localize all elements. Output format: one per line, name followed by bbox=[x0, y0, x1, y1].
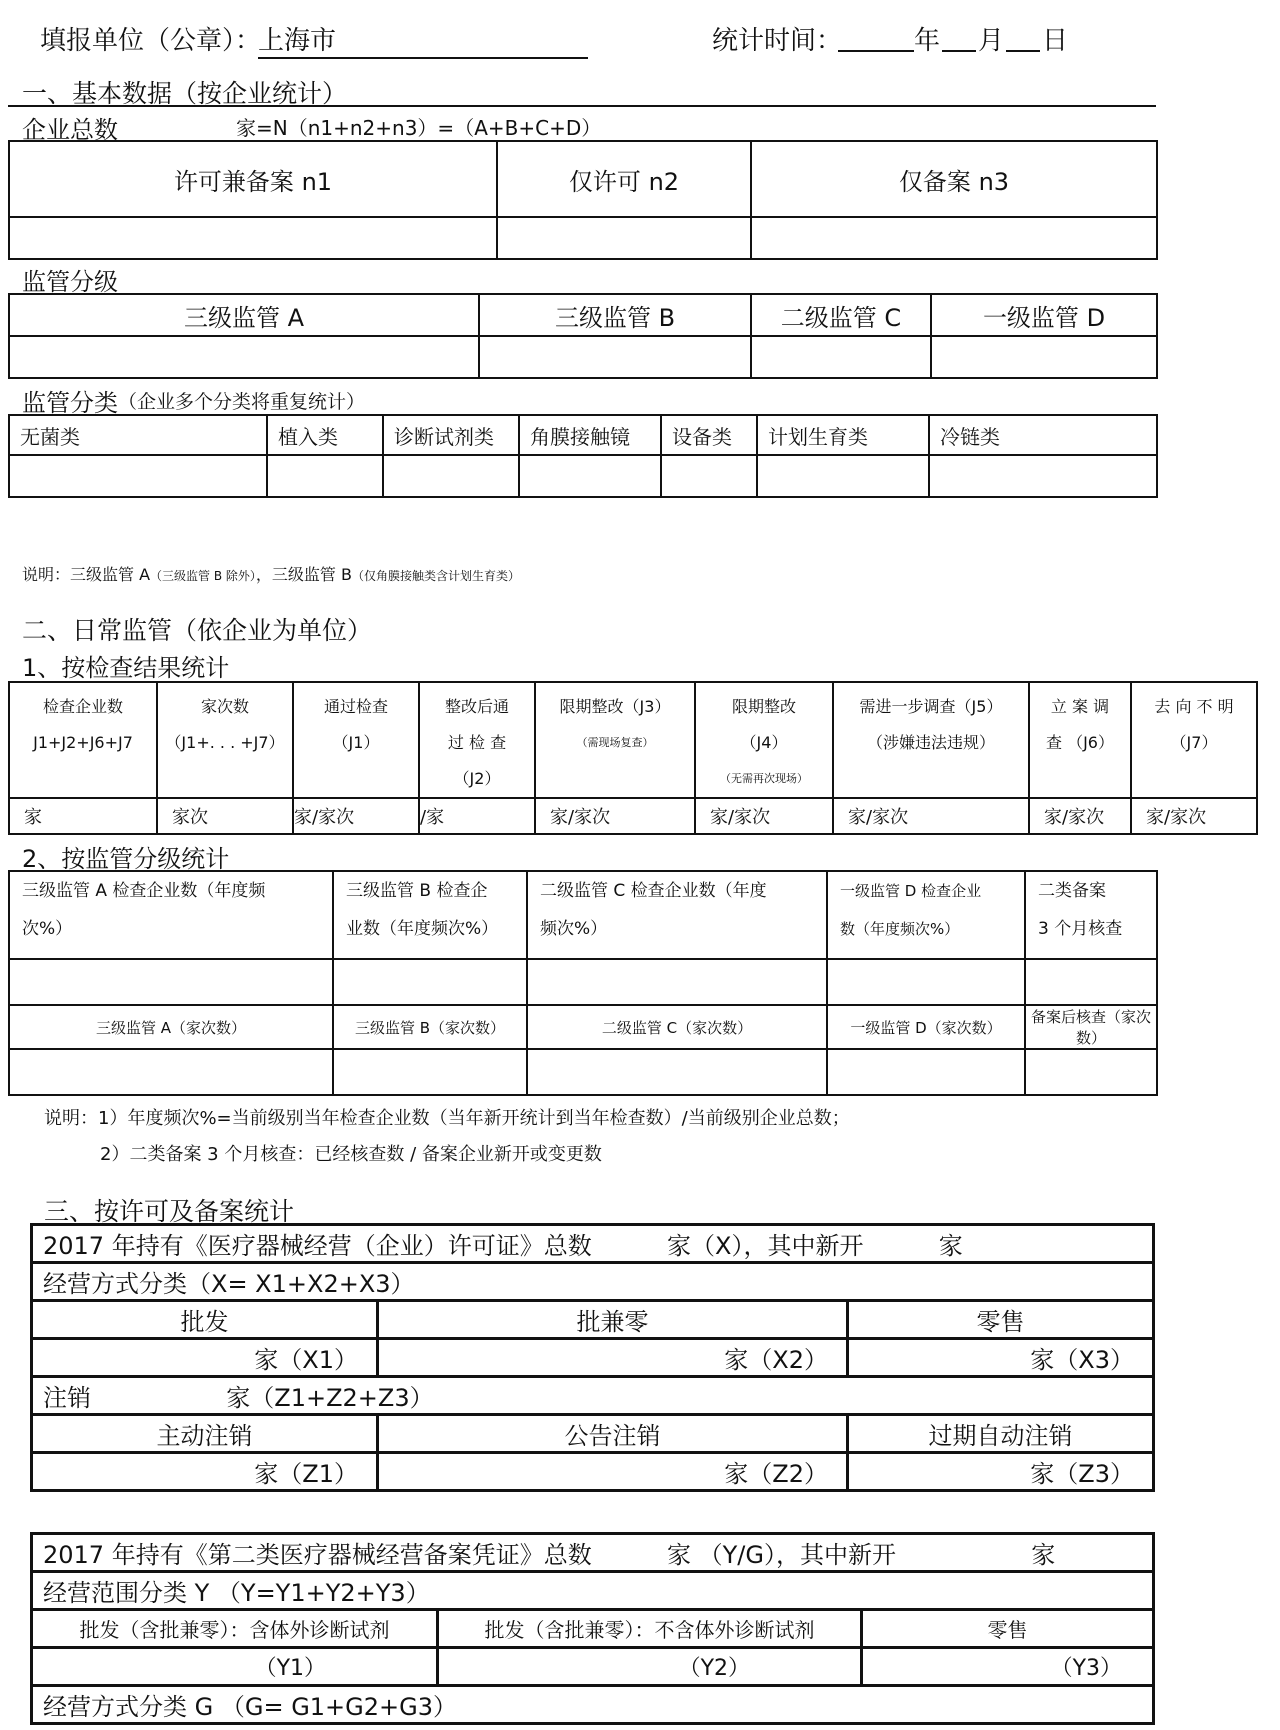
check-header-4-line-1: 整改后通 bbox=[444, 697, 509, 716]
cat-input-2[interactable] bbox=[267, 455, 383, 497]
scope-2: 批发（含批兼零）：不含体外诊断试剂 bbox=[438, 1610, 862, 1648]
scope-label: 经营范围分类 Y （Y=Y1+Y2+Y3） bbox=[32, 1572, 1154, 1610]
lic-header-3: 仅备案 n3 bbox=[751, 141, 1157, 217]
check-unit-3[interactable]: 家/家次 bbox=[293, 798, 419, 834]
check-unit-7[interactable]: 家/家次 bbox=[833, 798, 1029, 834]
check-header-1 bbox=[9, 682, 157, 798]
gc-input-4[interactable] bbox=[827, 959, 1025, 1005]
check-unit-1[interactable]: 家 bbox=[9, 798, 157, 834]
section-3-title: 三、按许可及备案统计 bbox=[44, 1197, 295, 1226]
gc-header-3-line-1: 二级监管 C 检查企业数（年度 bbox=[540, 881, 767, 901]
cat-header-5: 设备类 bbox=[661, 415, 757, 455]
check-header-2 bbox=[157, 682, 293, 798]
rec-total-row bbox=[32, 1534, 1154, 1572]
check-header-9-line-1: 去 向 不 明 bbox=[1154, 697, 1234, 716]
rec-total-mid: 家 （Y/G），其中新开 bbox=[667, 1541, 896, 1569]
check-header-4-line-3: （J2） bbox=[453, 769, 501, 788]
cat-header-6: 计划生育类 bbox=[757, 415, 929, 455]
cat-header-3: 诊断试剂类 bbox=[383, 415, 519, 455]
lic-total-label: 2017 年持有《医疗器械经营（企业）许可证》总数 bbox=[43, 1232, 592, 1260]
check-header-6-line-3: （无需再次现场） bbox=[720, 772, 808, 785]
lic-input-3[interactable] bbox=[751, 217, 1157, 259]
check-header-7 bbox=[833, 682, 1029, 798]
cat-header-4: 角膜接触镜 bbox=[519, 415, 661, 455]
category-table bbox=[8, 414, 1158, 498]
check-header-6-line-2: （J4） bbox=[740, 733, 788, 752]
check-header-1-line-2: J1+J2+J6+J7 bbox=[33, 733, 133, 752]
day-field[interactable] bbox=[1006, 50, 1040, 52]
gc-count-input-1[interactable] bbox=[9, 1049, 333, 1095]
cat-header-1: 无菌类 bbox=[9, 415, 267, 455]
cat-input-5[interactable] bbox=[661, 455, 757, 497]
cancel-expire: 过期自动注销 bbox=[848, 1415, 1154, 1453]
cancel-active: 主动注销 bbox=[32, 1415, 378, 1453]
check-unit-5[interactable]: 家/家次 bbox=[535, 798, 695, 834]
gc-header-1-line-1: 三级监管 A 检查企业数（年度频 bbox=[22, 881, 266, 901]
year-label: 年 bbox=[914, 26, 941, 56]
check-header-2-line-2: （J1+. . . +J7） bbox=[165, 733, 285, 752]
scope-y3[interactable]: （Y3） bbox=[862, 1648, 1154, 1686]
grade-header-a: 三级监管 A bbox=[9, 294, 479, 336]
section-2-sub2: 2、按监管分级统计 bbox=[22, 845, 230, 873]
check-header-7-line-1: 需进一步调查（J5） bbox=[859, 697, 1003, 716]
gc-header-4-line-2: 数（年度频次%） bbox=[840, 920, 960, 938]
mode-x1[interactable]: 家（X1） bbox=[32, 1339, 378, 1377]
gc-count-label-2: 三级监管 B（家次数） bbox=[333, 1005, 527, 1049]
unit-value[interactable]: 上海市 bbox=[258, 20, 588, 59]
section-1-note bbox=[22, 562, 520, 585]
check-header-6-line-1: 限期整改 bbox=[731, 697, 796, 716]
time-label: 统计时间： bbox=[712, 26, 843, 56]
cancel-formula: 家（Z1+Z2+Z3） bbox=[226, 1384, 434, 1412]
month-field[interactable] bbox=[942, 50, 976, 52]
cancel-z3[interactable]: 家（Z3） bbox=[848, 1453, 1154, 1491]
lic-input-2[interactable] bbox=[497, 217, 751, 259]
check-header-7-line-2: （涉嫌违法违规） bbox=[866, 733, 995, 752]
check-header-5 bbox=[535, 682, 695, 798]
section-2-note-2: 2）二类备案 3 个月核查：已经核查数 / 备案企业新开或变更数 bbox=[100, 1144, 602, 1165]
record-stats-table bbox=[30, 1532, 1155, 1725]
grade-check-table bbox=[8, 870, 1158, 1096]
cancel-row bbox=[32, 1377, 1154, 1415]
cat-input-1[interactable] bbox=[9, 455, 267, 497]
section-2-title: 二、日常监管（依企业为单位） bbox=[22, 616, 373, 645]
mode-wholesale: 批发 bbox=[32, 1301, 378, 1339]
scope-3: 零售 bbox=[862, 1610, 1154, 1648]
check-unit-6[interactable]: 家/家次 bbox=[695, 798, 833, 834]
gc-count-label-3: 二级监管 C（家次数） bbox=[527, 1005, 827, 1049]
rec-total-label: 2017 年持有《第二类医疗器械经营备案凭证》总数 bbox=[43, 1541, 592, 1569]
check-header-5-line-1: 限期整改（J3） bbox=[559, 697, 671, 716]
check-header-4 bbox=[419, 682, 535, 798]
grade-table bbox=[8, 293, 1158, 379]
section-1-rule bbox=[8, 105, 1156, 107]
gc-header-5-line-1: 二类备案 bbox=[1038, 881, 1106, 901]
note-a: （三级监管 B 除外） bbox=[150, 569, 256, 583]
mode-wholesale-retail: 批兼零 bbox=[378, 1301, 848, 1339]
lic-header-1: 许可兼备案 n1 bbox=[9, 141, 497, 217]
unit-label: 填报单位（公章）： bbox=[40, 26, 262, 56]
note-b: （仅角膜接触类含计划生育类） bbox=[352, 569, 521, 583]
rec-total-end: 家 bbox=[1031, 1541, 1056, 1569]
gc-header-2-line-2: 业数（年度频次%） bbox=[346, 919, 499, 939]
gc-count-input-5[interactable] bbox=[1025, 1049, 1157, 1095]
section-1-title: 一、基本数据（按企业统计） bbox=[22, 79, 348, 108]
license-stats-table bbox=[30, 1223, 1155, 1492]
gc-header-3-line-2: 频次%） bbox=[540, 919, 608, 939]
check-header-5-line-2: （需现场复查） bbox=[576, 736, 654, 749]
section-2-note-1: 说明：1）年度频次%=当前级别当年检查企业数（当年新开统计到当年检查数）/当前级别企业总数； bbox=[44, 1108, 850, 1129]
check-header-1-line-1: 检查企业数 bbox=[42, 697, 123, 716]
gc-count-input-4[interactable] bbox=[827, 1049, 1025, 1095]
gc-header-1 bbox=[9, 871, 333, 959]
cat-input-3[interactable] bbox=[383, 455, 519, 497]
gc-input-5[interactable] bbox=[1025, 959, 1157, 1005]
check-header-9 bbox=[1131, 682, 1257, 798]
gc-count-label-5: 备案后核查（家次数） bbox=[1025, 1005, 1157, 1049]
gc-header-2 bbox=[333, 871, 527, 959]
lic-header-2: 仅许可 n2 bbox=[497, 141, 751, 217]
lic-total-row bbox=[32, 1225, 1154, 1263]
total-label: 企业总数 bbox=[22, 116, 118, 144]
check-header-6 bbox=[695, 682, 833, 798]
grade-header-b: 三级监管 B bbox=[479, 294, 751, 336]
cancel-announce: 公告注销 bbox=[378, 1415, 848, 1453]
grade-header-c: 二级监管 C bbox=[751, 294, 931, 336]
cat-input-7[interactable] bbox=[929, 455, 1157, 497]
cat-header-7: 冷链类 bbox=[929, 415, 1157, 455]
check-header-8 bbox=[1029, 682, 1131, 798]
grade-input-a[interactable] bbox=[9, 336, 479, 378]
scope-1: 批发（含批兼零）：含体外诊断试剂 bbox=[32, 1610, 438, 1648]
gc-input-2[interactable] bbox=[333, 959, 527, 1005]
grade-header-d: 一级监管 D bbox=[931, 294, 1157, 336]
check-header-3 bbox=[293, 682, 419, 798]
check-header-2-line-1: 家次数 bbox=[200, 697, 249, 716]
gc-count-input-2[interactable] bbox=[333, 1049, 527, 1095]
gc-input-1[interactable] bbox=[9, 959, 333, 1005]
check-header-3-line-1: 通过检查 bbox=[323, 697, 388, 716]
check-header-4-line-2: 过 检 查 bbox=[447, 733, 507, 752]
mode-x3[interactable]: 家（X3） bbox=[848, 1339, 1154, 1377]
check-header-9-line-2: （J7） bbox=[1170, 733, 1218, 752]
check-unit-9[interactable]: 家/家次 bbox=[1131, 798, 1257, 834]
lic-input-1[interactable] bbox=[9, 217, 497, 259]
gc-count-label-1: 三级监管 A（家次数） bbox=[9, 1005, 333, 1049]
lic-total-end: 家 bbox=[938, 1232, 963, 1260]
gc-header-5 bbox=[1025, 871, 1157, 959]
lic-total-mid: 家（X），其中新开 bbox=[667, 1232, 864, 1260]
check-header-8-line-2: 查 （J6） bbox=[1046, 733, 1114, 752]
cancel-label: 注销 bbox=[43, 1384, 91, 1412]
check-header-8-line-1: 立 案 调 bbox=[1050, 697, 1110, 716]
mode-retail: 零售 bbox=[848, 1301, 1154, 1339]
mode-x2[interactable]: 家（X2） bbox=[378, 1339, 848, 1377]
license-table bbox=[8, 140, 1158, 260]
scope-y2[interactable]: （Y2） bbox=[438, 1648, 862, 1686]
check-unit-8[interactable]: 家/家次 bbox=[1029, 798, 1131, 834]
section-2-sub1: 1、按检查结果统计 bbox=[22, 654, 230, 682]
gc-count-input-3[interactable] bbox=[527, 1049, 827, 1095]
gc-header-3 bbox=[527, 871, 827, 959]
cancel-z2[interactable]: 家（Z2） bbox=[378, 1453, 848, 1491]
gc-input-3[interactable] bbox=[527, 959, 827, 1005]
gc-header-4 bbox=[827, 871, 1025, 959]
grade-input-b[interactable] bbox=[479, 336, 751, 378]
category-title: 监管分类 bbox=[22, 389, 118, 417]
total-formula: 家=N（n1+n2+n3）=（A+B+C+D） bbox=[236, 116, 602, 140]
check-unit-2[interactable]: 家次 bbox=[157, 798, 293, 834]
check-header-3-line-2: （J1） bbox=[332, 733, 380, 752]
mode-label: 经营方式分类（X= X1+X2+X3） bbox=[32, 1263, 1154, 1301]
note-mid: ，三级监管 B bbox=[255, 565, 352, 584]
grade-title: 监管分级 bbox=[22, 268, 118, 296]
grade-input-c[interactable] bbox=[751, 336, 931, 378]
gc-header-1-line-2: 次%） bbox=[22, 919, 73, 939]
cat-input-6[interactable] bbox=[757, 455, 929, 497]
year-field[interactable] bbox=[838, 50, 914, 52]
gc-header-5-line-2: 3 个月核查 bbox=[1038, 919, 1123, 939]
check-unit-4[interactable]: /家 bbox=[419, 798, 535, 834]
grade-input-d[interactable] bbox=[931, 336, 1157, 378]
g-label: 经营方式分类 G （G= G1+G2+G3） bbox=[32, 1686, 1154, 1724]
cancel-z1[interactable]: 家（Z1） bbox=[32, 1453, 378, 1491]
note-prefix: 说明：三级监管 A bbox=[22, 565, 151, 584]
check-table bbox=[8, 681, 1258, 835]
month-label: 月 bbox=[978, 26, 1005, 56]
gc-count-label-4: 一级监管 D（家次数） bbox=[827, 1005, 1025, 1049]
cat-header-2: 植入类 bbox=[267, 415, 383, 455]
cat-input-4[interactable] bbox=[519, 455, 661, 497]
category-note: （企业多个分类将重复统计） bbox=[118, 391, 366, 413]
gc-header-2-line-1: 三级监管 B 检查企 bbox=[346, 881, 488, 901]
scope-y1[interactable]: （Y1） bbox=[32, 1648, 438, 1686]
day-label: 日 bbox=[1042, 26, 1069, 56]
gc-header-4-line-1: 一级监管 D 检查企业 bbox=[840, 882, 982, 900]
